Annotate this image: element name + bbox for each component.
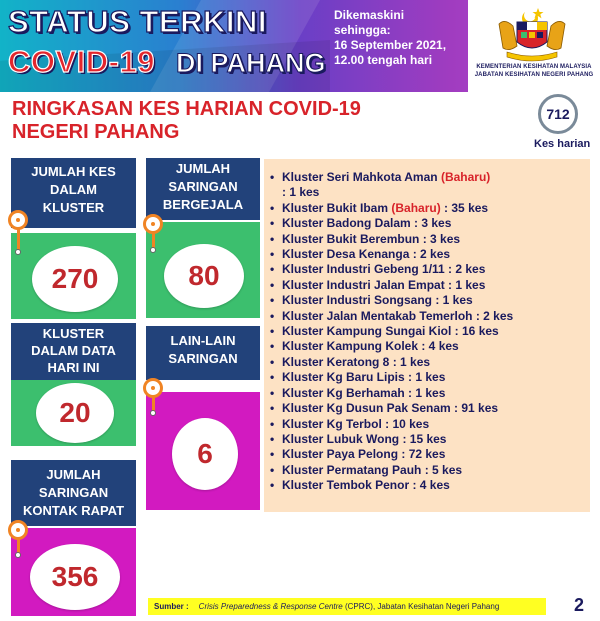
- cluster-total-label-3: KLUSTER: [42, 200, 105, 215]
- daily-cases-value: 712: [538, 94, 578, 134]
- source-label: Sumber :: [154, 602, 189, 611]
- other-screening-label-1: LAIN-LAIN: [170, 333, 236, 348]
- cluster-list-item: [270, 417, 588, 432]
- malaysia-coat-of-arms-icon: [493, 4, 571, 62]
- cluster-list-item: [270, 278, 588, 293]
- update-date: 16 September 2021,: [334, 38, 447, 52]
- symptomatic-value: 80: [164, 244, 244, 308]
- cluster-list-item: [270, 309, 588, 324]
- cluster-list-item: [270, 247, 588, 262]
- pin-base-icon: [150, 410, 156, 416]
- update-label: Dikemaskini sehingga:: [334, 8, 405, 37]
- cluster-name: Kluster Tembok Penor : 4 kes: [282, 478, 450, 493]
- cluster-name: Kluster Kampung Kolek : 4 kes: [282, 339, 459, 354]
- symptomatic-label-3: BERGEJALA: [162, 197, 244, 212]
- ministry-name: [470, 63, 598, 79]
- cluster-name: Kluster Keratong 8 : 1 kes: [282, 354, 431, 369]
- pin-marker-icon: [143, 378, 163, 398]
- other-screening-label-2: SARINGAN: [168, 351, 238, 366]
- page-title-line2: NEGERI PAHANG: [12, 121, 180, 143]
- cluster-name: Kluster Permatang Pauh : 5 kes: [282, 462, 463, 477]
- cluster-list-item: [270, 447, 588, 462]
- cluster-total-label-2: DALAM: [50, 182, 97, 197]
- page-number: 2: [574, 595, 585, 615]
- new-clusters-label-2: DALAM DATA: [31, 343, 116, 358]
- symptomatic-card: [146, 158, 260, 220]
- page-title-line1: RINGKASAN KES HARIAN COVID-19: [12, 98, 361, 120]
- cluster-name: Kluster Badong Dalam : 3 kes: [282, 216, 452, 231]
- cluster-list-item: [270, 386, 588, 401]
- close-contact-value: 356: [30, 544, 120, 610]
- cluster-list-item: [270, 170, 588, 201]
- cluster-name: Kluster Paya Pelong : 72 kes: [282, 447, 446, 462]
- close-contact-label-1: JUMLAH: [46, 467, 101, 482]
- cluster-name: Kluster Kg Terbol : 10 kes: [282, 416, 430, 431]
- source-department: (CPRC), Jabatan Kesihatan Negeri Pahang: [342, 602, 500, 611]
- cluster-name: Kluster Industri Gebeng 1/11 : 2 kes: [282, 262, 486, 277]
- new-clusters-label-3: HARI INI: [47, 360, 100, 375]
- cluster-list-item: [270, 478, 588, 493]
- cluster-total-value: 270: [32, 246, 118, 312]
- other-screening-value: 6: [172, 418, 238, 490]
- new-clusters-label-1: KLUSTER: [42, 326, 105, 341]
- cluster-list: [270, 170, 588, 494]
- cluster-name: Kluster Industri Songsang : 1 kes: [282, 293, 473, 308]
- cluster-list-item: [270, 201, 588, 216]
- pin-base-icon: [15, 552, 21, 558]
- pin-marker-icon: [8, 520, 28, 540]
- pin-marker-icon: [143, 214, 163, 234]
- new-clusters-value: 20: [36, 383, 114, 443]
- header-title-region: DI PAHANG: [176, 48, 326, 78]
- cluster-total-label-1: JUMLAH KES: [31, 164, 116, 179]
- daily-cases-label: Kes harian: [534, 138, 591, 150]
- cluster-list-item: [270, 216, 588, 231]
- cluster-list-item: [270, 262, 588, 277]
- header-title-status: STATUS TERKINI: [8, 4, 268, 39]
- cluster-case-count: : 1 kes: [282, 185, 320, 200]
- cluster-name: Kluster Bukit Ibam: [282, 200, 389, 215]
- cluster-list-item: [270, 370, 588, 385]
- cluster-total-card: [11, 158, 136, 228]
- cluster-name: Kluster Industri Jalan Empat : 1 kes: [282, 277, 486, 292]
- new-cluster-tag: (Baharu): [440, 170, 491, 184]
- new-clusters-card: [11, 323, 136, 380]
- header-title-covid: COVID-19: [8, 44, 155, 79]
- symptomatic-label-2: SARINGAN: [168, 179, 238, 194]
- cluster-list-item: [270, 432, 588, 447]
- update-info: [334, 8, 464, 68]
- cluster-name: Kluster Kampung Sungai Kiol : 16 kes: [282, 324, 499, 339]
- cluster-list-item: [270, 355, 588, 370]
- page-title: [12, 98, 512, 144]
- source-organisation: Crisis Preparedness & Response Centre: [198, 602, 343, 611]
- cluster-name: Kluster Kg Baru Lipis : 1 kes: [282, 370, 446, 385]
- cluster-name: Kluster Bukit Berembun : 3 kes: [282, 231, 461, 246]
- cluster-list-item: [270, 339, 588, 354]
- symptomatic-label-1: JUMLAH: [175, 161, 231, 176]
- cluster-name: Kluster Kg Dusun Pak Senam : 91 kes: [282, 401, 499, 416]
- new-cluster-tag: (Baharu): [391, 200, 441, 215]
- cluster-name: Kluster Lubuk Wong : 15 kes: [282, 431, 447, 446]
- source-note: [148, 598, 546, 615]
- close-contact-label-3: KONTAK RAPAT: [22, 503, 125, 518]
- pin-base-icon: [150, 247, 156, 253]
- cluster-case-count: : 35 kes: [440, 200, 489, 215]
- cluster-list-item: [270, 463, 588, 478]
- ministry-name-line2: JABATAN KESIHATAN NEGERI PAHANG: [474, 72, 594, 78]
- cluster-name: Kluster Desa Kenanga : 2 kes: [282, 247, 451, 262]
- cluster-name: Kluster Jalan Mentakab Temerloh : 2 kes: [282, 308, 514, 323]
- cluster-list-item: [270, 232, 588, 247]
- pin-marker-icon: [8, 210, 28, 230]
- other-screening-card: [146, 326, 260, 380]
- close-contact-label-2: SARINGAN: [38, 485, 109, 500]
- update-time: 12.00 tengah hari: [334, 53, 433, 67]
- ministry-name-line1: KEMENTERIAN KESIHATAN MALAYSIA: [476, 64, 592, 70]
- pin-base-icon: [15, 249, 21, 255]
- cluster-name: Kluster Kg Berhamah : 1 kes: [282, 385, 446, 400]
- cluster-name: Kluster Seri Mahkota Aman: [282, 170, 438, 184]
- close-contact-card: [11, 460, 136, 526]
- cluster-list-item: [270, 293, 588, 308]
- cluster-list-item: [270, 401, 588, 416]
- cluster-list-item: [270, 324, 588, 339]
